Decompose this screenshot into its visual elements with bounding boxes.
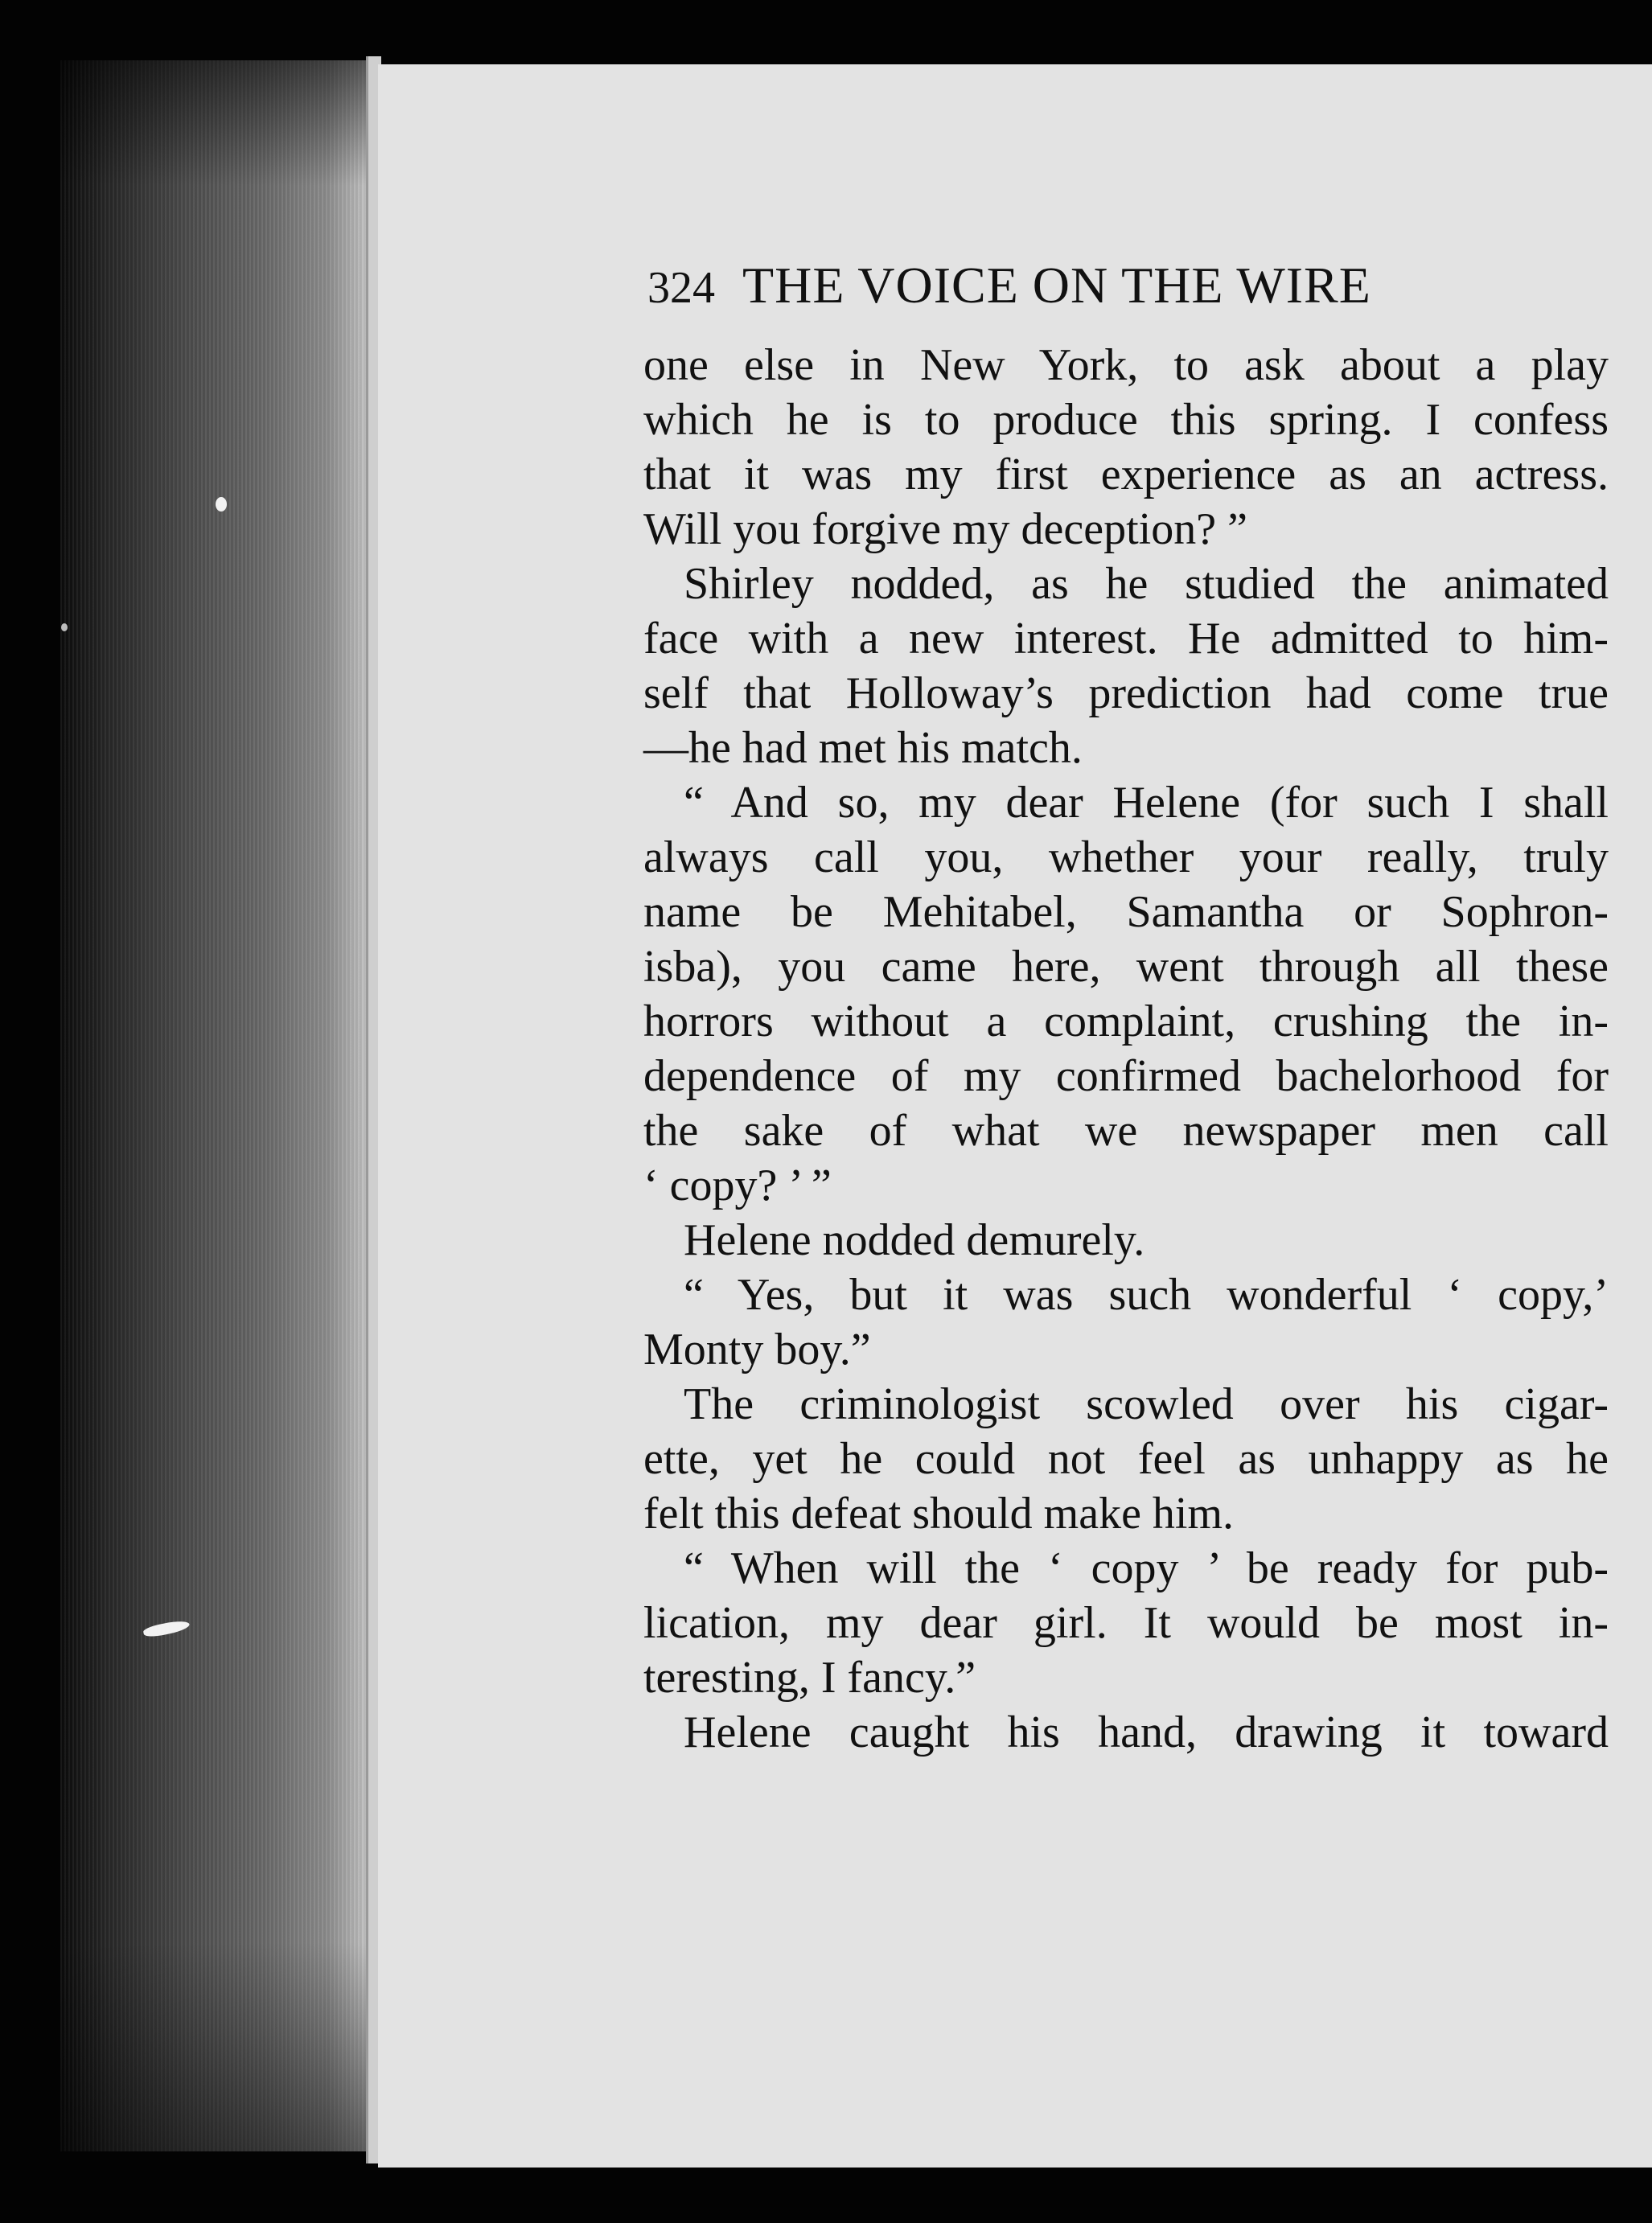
page-edge-stack: [60, 60, 378, 2151]
text-line: teresting, I fancy.”: [643, 1653, 976, 1703]
text-line: always call you, whether your really, truly: [643, 832, 1609, 882]
text-line: one else in New York, to ask about a play: [643, 340, 1609, 390]
text-line: Shirley nodded, as he studied the animated: [684, 559, 1609, 609]
running-title: THE VOICE ON THE WIRE: [742, 257, 1371, 314]
text-line: Helene caught his hand, drawing it toward: [684, 1707, 1609, 1757]
text-line: lication, my dear girl. It would be most in-: [643, 1598, 1609, 1648]
text-line: Will you forgive my deception? ”: [643, 504, 1247, 554]
text-line: Helene nodded demurely.: [684, 1215, 1145, 1265]
text-line: isba), you came here, went through all these: [643, 942, 1609, 992]
text-line: which he is to produce this spring. I confess: [643, 395, 1609, 445]
text-line: horrors without a complaint, crushing the in-: [643, 996, 1609, 1046]
text-line: “ When will the ‘ copy ’ be ready for pub-: [684, 1543, 1609, 1593]
text-line: “ Yes, but it was such wonderful ‘ copy,’: [684, 1270, 1609, 1320]
page-number: 324: [647, 263, 715, 313]
scan-speck: [216, 497, 227, 512]
text-line: self that Holloway’s prediction had come true: [643, 668, 1609, 718]
text-line: “ And so, my dear Helene (for such I shall: [684, 778, 1609, 828]
body-text: [643, 338, 1609, 1760]
text-line: dependence of my confirmed bachelorhood for: [643, 1051, 1609, 1101]
text-line: felt this defeat should make him.: [643, 1489, 1235, 1539]
text-line: ette, yet he could not feel as unhappy as he: [643, 1434, 1609, 1484]
text-line: Monty boy.”: [643, 1325, 871, 1374]
text-line: —he had met his match.: [643, 723, 1083, 773]
text-line: the sake of what we newspaper men call: [643, 1106, 1609, 1156]
text-line: face with a new interest. He admitted to him-: [643, 614, 1609, 664]
text-line: that it was my first experience as an actress.: [643, 450, 1609, 499]
running-header: [647, 256, 1613, 320]
scan-speck: [61, 623, 68, 631]
text-line: ‘ copy? ’ ”: [643, 1161, 832, 1210]
text-line: name be Mehitabel, Samantha or Sophron-: [643, 887, 1609, 937]
text-line: The criminologist scowled over his cigar-: [684, 1379, 1609, 1429]
